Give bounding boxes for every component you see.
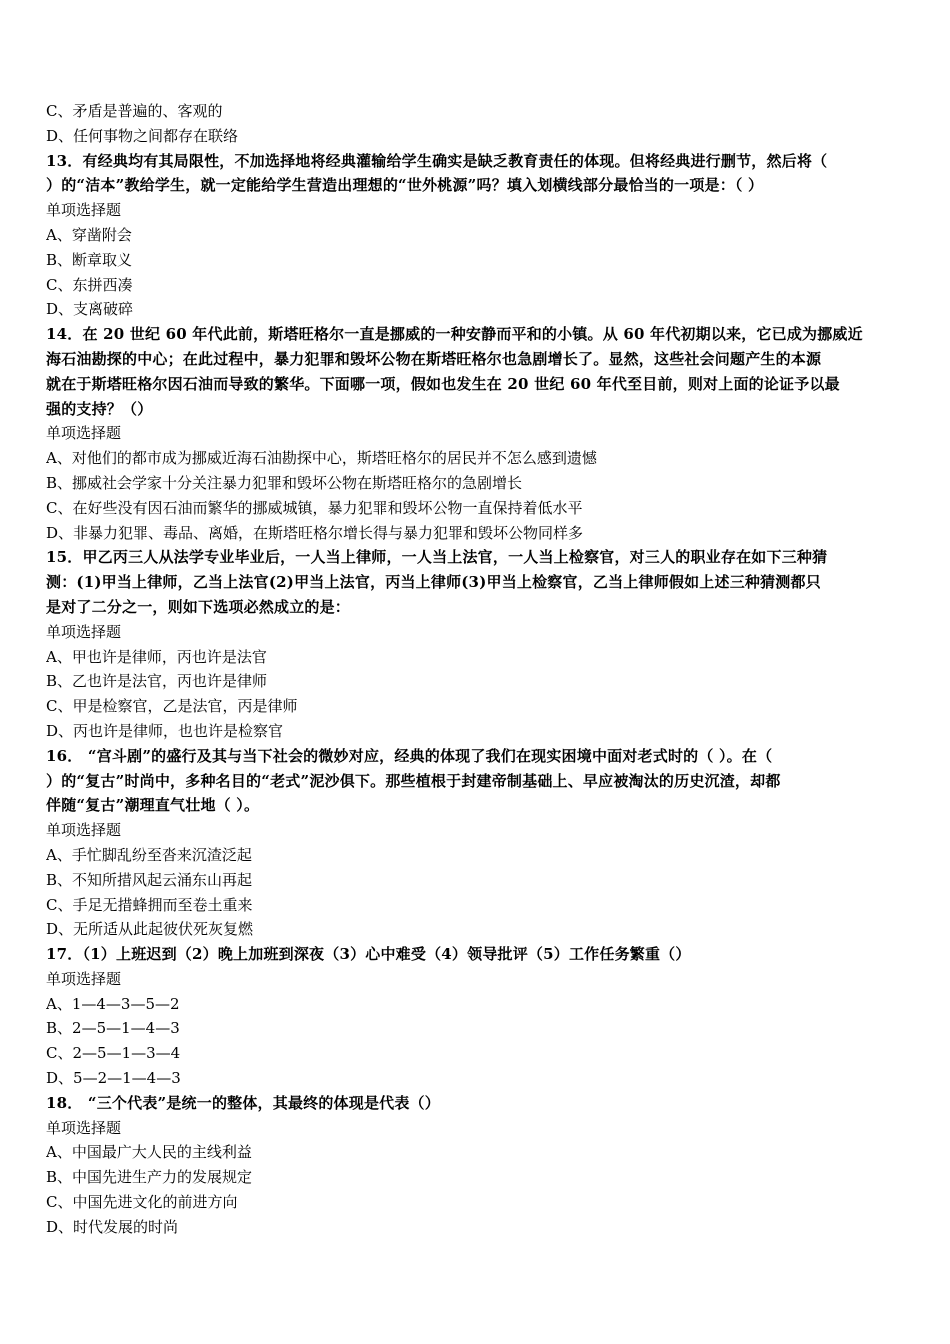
question-stem-line: 是对了二分之一，则如下选项必然成立的是： xyxy=(46,597,351,616)
question-type-label: 单项选择题 xyxy=(46,201,122,220)
answer-option: B、挪威社会学家十分关注暴力犯罪和毁坏公物在斯塔旺格尔的急剧增长 xyxy=(46,473,523,492)
question-stem-line: ）的“复古”时尚中，多种名目的“老式”泥沙俱下。那些植根于封建帝制基础上、早应被淘汰的历史沉渣，却都 xyxy=(46,771,781,790)
question-stem-line: 伴随“复古”潮理直气壮地（ ）。 xyxy=(46,796,260,815)
question-stem-line: ）的“洁本”教给学生，就一定能给学生营造出理想的“世外桃源”吗？填入划横线部分最恰当的一项是：（ ） xyxy=(46,176,764,195)
question-stem-line: 强的支持？（） xyxy=(46,399,153,418)
answer-option: A、对他们的都市成为挪威近海石油勘探中心，斯塔旺格尔的居民并不怎么感到遗憾 xyxy=(46,449,597,468)
answer-option: C、东拼西凑 xyxy=(46,275,133,294)
answer-option: B、断章取义 xyxy=(46,250,133,269)
answer-option: C、矛盾是普遍的、客观的 xyxy=(46,102,223,120)
question-stem-line: 就在于斯塔旺格尔因石油而导致的繁华。下面哪一项，假如也发生在 20 世纪 60 年代至目前，则对上面的论证予以最 xyxy=(46,374,840,393)
answer-option: C、中国先进文化的前进方向 xyxy=(46,1193,238,1212)
answer-option: C、2—5—1—3—4 xyxy=(46,1044,181,1063)
answer-option: D、非暴力犯罪、毒品、离婚，在斯塔旺格尔增长得与暴力犯罪和毁坏公物同样多 xyxy=(46,523,584,542)
question-stem-line: 测：(1)甲当上律师，乙当上法官(2)甲当上法官，丙当上律师(3)甲当上检察官，乙当上律师假如上述三种猜测都只 xyxy=(46,573,821,592)
question-stem-line: 17．（1）上班迟到（2）晚上加班到深夜（3）心中难受（4）领导批评（5）工作任务繁重（） xyxy=(46,945,691,964)
answer-option: D、5—2—1—4—3 xyxy=(46,1069,181,1088)
answer-option: D、时代发展的时尚 xyxy=(46,1217,179,1236)
question-type-label: 单项选择题 xyxy=(46,1118,122,1137)
answer-option: A、手忙脚乱纷至沓来沉渣泛起 xyxy=(46,845,252,864)
question-stem-line: 14．在 20 世纪 60 年代此前，斯塔旺格尔一直是挪威的一种安静而平和的小镇。从 60 年代初期以来，它已成为挪威近 xyxy=(46,325,863,344)
answer-option: B、中国先进生产力的发展规定 xyxy=(46,1168,253,1187)
answer-option: C、在好些没有因石油而繁华的挪威城镇，暴力犯罪和毁坏公物一直保持着低水平 xyxy=(46,498,583,517)
answer-option: B、2—5—1—4—3 xyxy=(46,1019,180,1038)
answer-option: C、手足无措蜂拥而至卷土重来 xyxy=(46,895,253,914)
question-stem-line: 13．有经典均有其局限性，不加选择地将经典灌输给学生确实是缺乏教育责任的体现。但将经典进行删节，然后将（ xyxy=(46,151,828,170)
answer-option: B、乙也许是法官，丙也许是律师 xyxy=(46,672,268,691)
question-stem-line: 海石油勘探的中心；在此过程中，暴力犯罪和毁坏公物在斯塔旺格尔也急剧增长了。显然，这些社会问题产生的本源 xyxy=(46,349,822,368)
question-type-label: 单项选择题 xyxy=(46,622,122,641)
answer-option: C、甲是检察官，乙是法官，丙是律师 xyxy=(46,697,298,716)
question-stem-line: 18． “三个代表”是统一的整体，其最终的体现是代表（） xyxy=(46,1093,440,1112)
question-type-label: 单项选择题 xyxy=(46,424,122,443)
answer-option: D、支离破碎 xyxy=(46,300,134,319)
question-type-label: 单项选择题 xyxy=(46,821,122,840)
answer-option: D、无所适从此起彼伏死灰复燃 xyxy=(46,920,254,939)
answer-option: D、任何事物之间都存在联络 xyxy=(46,126,239,145)
answer-option: A、穿凿附会 xyxy=(46,225,132,244)
answer-option: A、中国最广大人民的主线利益 xyxy=(46,1143,252,1162)
question-type-label: 单项选择题 xyxy=(46,969,122,988)
document-page xyxy=(46,99,908,1240)
answer-option: A、1—4—3—5—2 xyxy=(46,994,180,1013)
question-stem-line: 16． “宫斗剧”的盛行及其与当下社会的微妙对应，经典的体现了我们在现实困境中面对老式时的（ ）。在（ xyxy=(46,746,773,765)
answer-option: D、丙也许是律师，也也许是检察官 xyxy=(46,721,284,740)
answer-option: A、甲也许是律师，丙也许是法官 xyxy=(46,647,267,666)
answer-option: B、不知所措风起云涌东山再起 xyxy=(46,870,253,889)
question-stem-line: 15．甲乙丙三人从法学专业毕业后，一人当上律师，一人当上法官，一人当上检察官，对三人的职业存在如下三种猜 xyxy=(46,548,828,567)
